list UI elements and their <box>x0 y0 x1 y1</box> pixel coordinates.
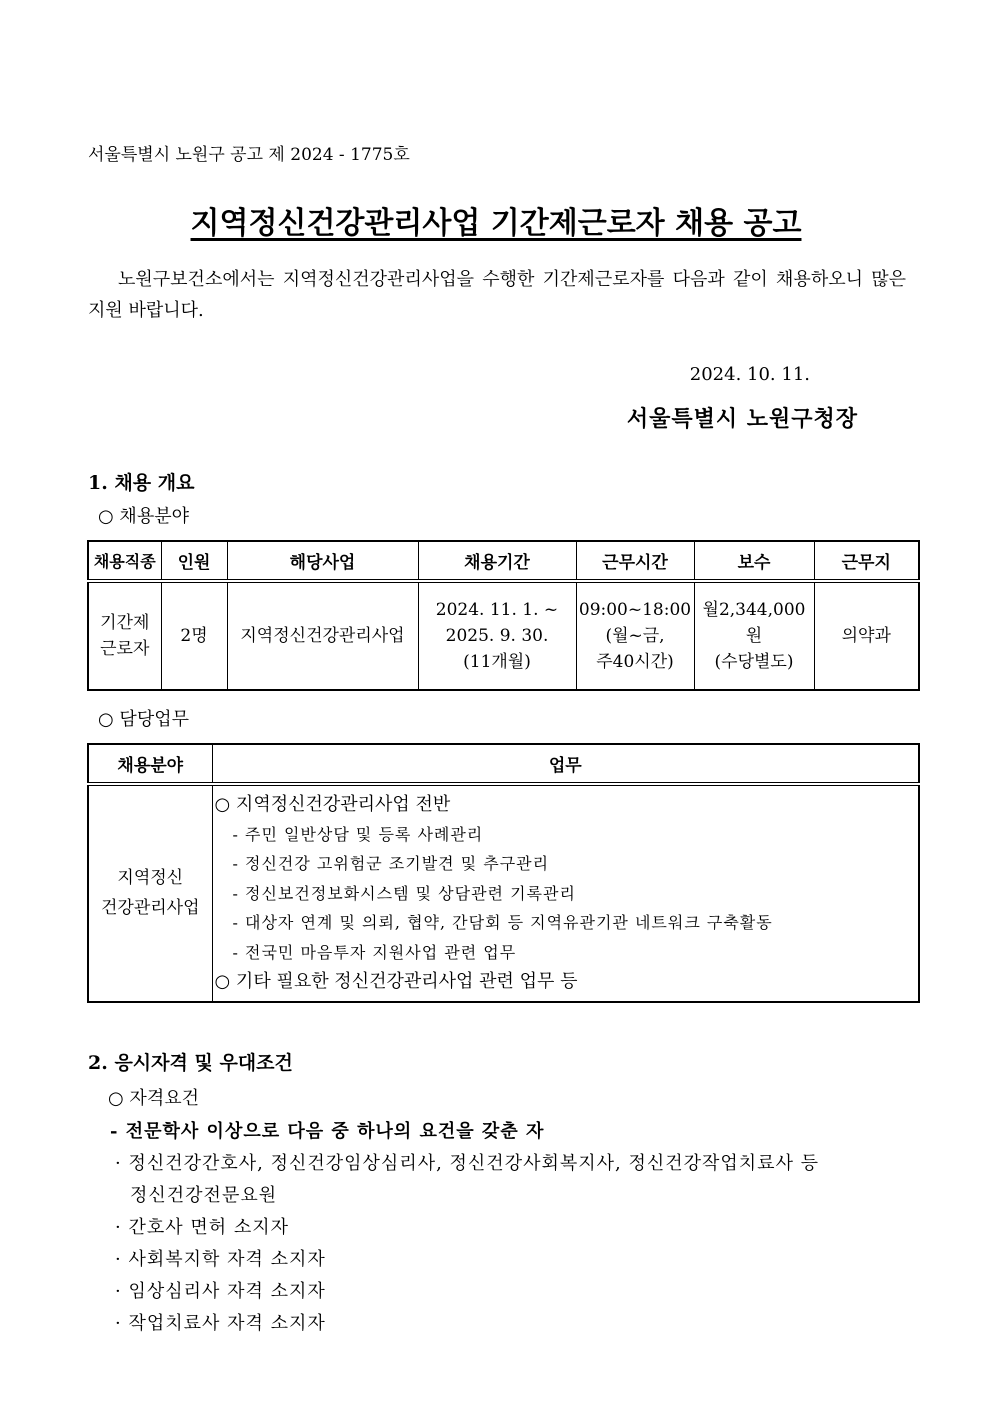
period-line: 2024. 11. 1. ~ <box>435 600 559 620</box>
th-location: 근무지 <box>814 541 919 581</box>
notice-number: 서울특별시 노원구 공고 제 2024 - 1775호 <box>88 145 410 165</box>
cell-project: 지역정신건강관리사업 <box>227 581 418 690</box>
hours-line: 09:00~18:00 <box>578 600 692 620</box>
cell-count: 2명 <box>161 581 227 690</box>
duty-item: - 정신보건정보화시스템 및 상담관련 기록관리 <box>232 883 576 903</box>
qual-item: · 임상심리사 자격 소지자 <box>115 1281 326 1302</box>
field-line: 지역정신 <box>117 868 184 889</box>
cell-hours <box>576 581 694 690</box>
hours-line: (월~금, <box>605 626 665 646</box>
th-project: 해당사업 <box>227 541 418 581</box>
type-line: 근로자 <box>100 639 150 659</box>
qual-item: 정신건강전문요원 <box>130 1185 278 1206</box>
th-hours: 근무시간 <box>576 541 694 581</box>
th-field: 채용분야 <box>88 744 212 784</box>
qual-item: · 사회복지학 자격 소지자 <box>115 1249 326 1270</box>
page-title: 지역정신건강관리사업 기간제근로자 채용 공고 <box>190 206 802 241</box>
section1-heading: 1. 채용 개요 <box>88 472 195 494</box>
duty-item: ○ 기타 필요한 정신건강관리사업 관련 업무 등 <box>214 971 578 992</box>
type-line: 기간제 <box>100 613 150 633</box>
field-label: ○ 채용분야 <box>98 506 189 527</box>
duty-item: ○ 지역정신건강관리사업 전반 <box>214 794 451 815</box>
duty-item: - 전국민 마음투자 지원사업 관련 업무 <box>232 942 517 962</box>
duty-item: - 대상자 연계 및 의뢰, 협약, 간담회 등 지역유관기관 네트워크 구축활동 <box>232 913 773 932</box>
th-type: 채용직종 <box>88 541 161 581</box>
duties-table <box>87 743 920 1003</box>
cell-period <box>418 581 576 690</box>
cell-duties <box>212 784 919 1002</box>
th-count: 인원 <box>161 541 227 581</box>
recruitment-table <box>87 540 920 691</box>
qual-label: ○ 자격요건 <box>108 1088 199 1109</box>
th-duties: 업무 <box>212 744 919 784</box>
intro-paragraph: 노원구보건소에서는 지역정신건강관리사업을 수행한 기간제근로자를 다음과 같이 채용하오니 많은 지원 바랍니다. <box>88 269 906 321</box>
section2-heading: 2. 응시자격 및 우대조건 <box>88 1052 293 1074</box>
field-line: 건강관리사업 <box>100 898 200 919</box>
qual-item: · 간호사 면허 소지자 <box>115 1217 289 1238</box>
pay-line: (수당별도) <box>714 652 794 672</box>
qual-item: · 작업치료사 자격 소지자 <box>115 1313 326 1334</box>
duty-item: - 주민 일반상담 및 등록 사례관리 <box>232 824 484 844</box>
hours-line: 주40시간) <box>596 652 674 672</box>
qual-item: · 정신건강간호사, 정신건강임상심리사, 정신건강사회복지사, 정신건강작업치료사 등 <box>115 1153 820 1174</box>
period-line: 2025. 9. 30. <box>445 626 549 646</box>
th-period: 채용기간 <box>418 541 576 581</box>
notice-date: 2024. 10. 11. <box>689 364 810 385</box>
cell-pay <box>694 581 814 690</box>
period-line: (11개월) <box>463 652 531 672</box>
table-row <box>88 581 919 690</box>
qual-lead: - 전문학사 이상으로 다음 중 하나의 요건을 갖춘 자 <box>110 1121 545 1142</box>
cell-type <box>88 581 161 690</box>
duties-label: ○ 담당업무 <box>98 709 189 730</box>
cell-field <box>88 784 212 1002</box>
cell-location: 의약과 <box>814 581 919 690</box>
th-pay: 보수 <box>694 541 814 581</box>
pay-line: 월2,344,000원 <box>702 600 806 646</box>
duty-item: - 정신건강 고위험군 조기발견 및 추구관리 <box>232 854 550 873</box>
signer: 서울특별시 노원구청장 <box>626 406 858 432</box>
